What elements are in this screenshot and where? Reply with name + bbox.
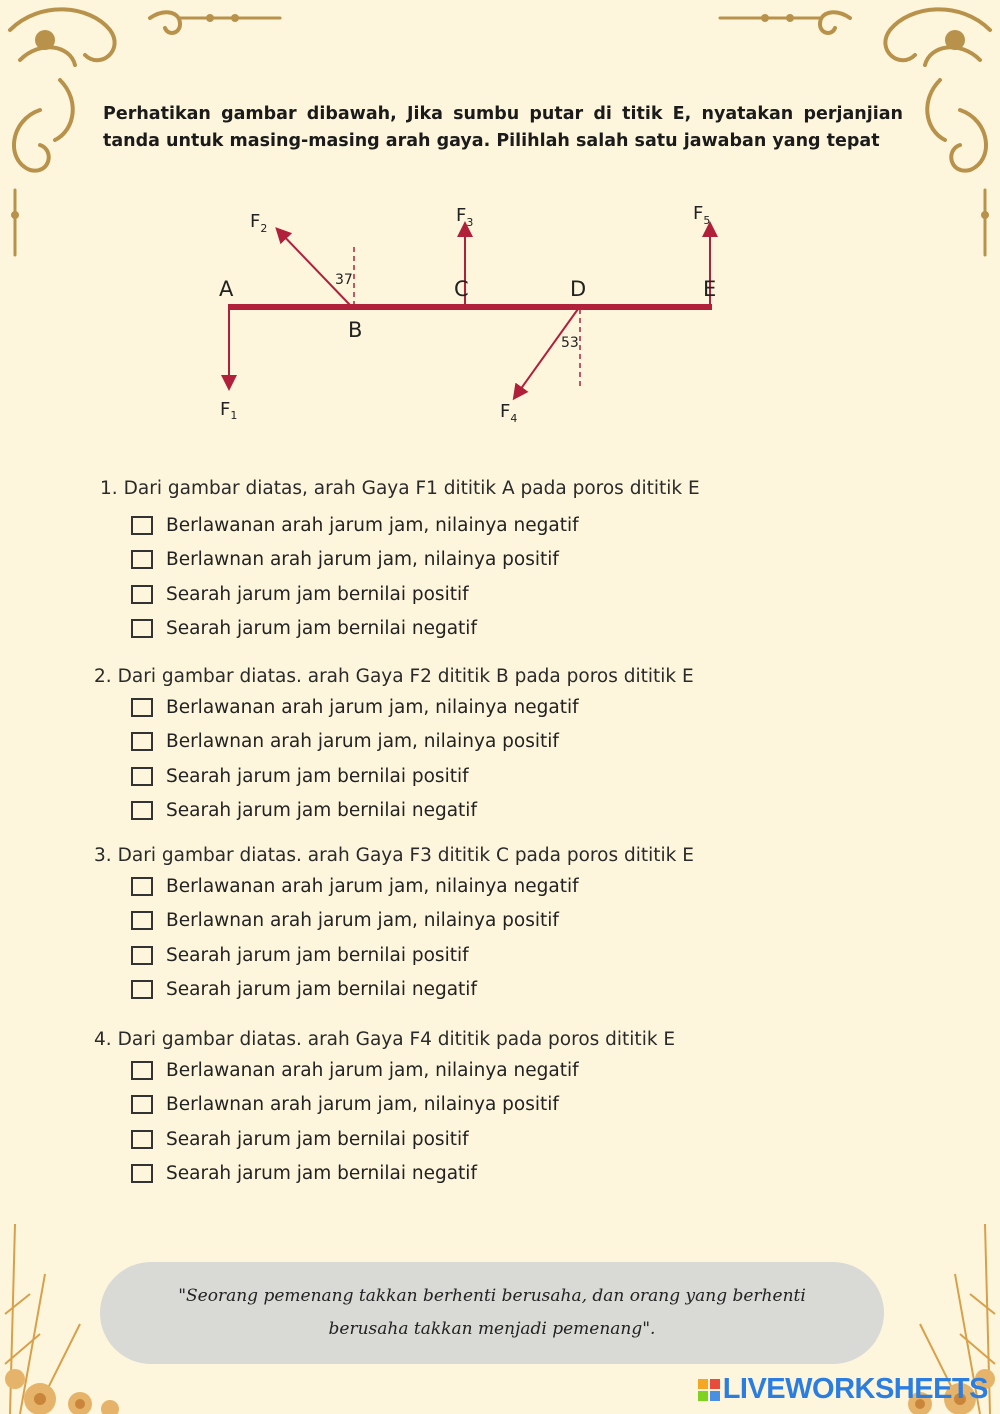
option-label: Berlawanan arah jarum jam, nilainya negatif <box>166 514 579 536</box>
question-1-heading <box>100 476 794 502</box>
checkbox[interactable] <box>131 980 153 999</box>
option-label: Searah jarum jam bernilai positif <box>166 765 469 787</box>
question-3-heading <box>94 843 794 869</box>
instructions-text: Perhatikan gambar dibawah, Jika sumbu putar di titik E, nyatakan perjanjian tanda untuk masing-masing arah gaya. Pilihlah salah satu jawaban yang tepat <box>103 104 903 151</box>
question-number: 4. <box>94 1029 112 1050</box>
angle-label-37: 37 <box>335 272 353 288</box>
answer-option[interactable] <box>131 725 794 760</box>
option-label: Searah jarum jam bernilai negatif <box>166 979 477 1001</box>
liveworksheets-brand <box>698 1373 988 1406</box>
question-4-heading <box>94 1027 794 1053</box>
checkbox[interactable] <box>131 946 153 965</box>
question-2-heading <box>94 664 794 690</box>
checkbox[interactable] <box>131 585 153 604</box>
answer-option[interactable] <box>131 973 794 1008</box>
option-label: Berlawnan arah jarum jam, nilainya positif <box>166 731 559 753</box>
answer-option[interactable] <box>131 508 794 543</box>
option-label: Searah jarum jam bernilai positif <box>166 1128 469 1150</box>
answer-option[interactable] <box>131 1053 794 1088</box>
question-text: Dari gambar diatas. arah Gaya F3 dititik C pada poros dititik E <box>117 845 694 866</box>
answer-option[interactable] <box>131 612 794 647</box>
question-text: Dari gambar diatas, arah Gaya F1 dititik A pada poros dititik E <box>123 478 700 499</box>
checkbox[interactable] <box>131 1061 153 1080</box>
force-label-f4: $F_4$ <box>500 401 518 425</box>
option-label: Searah jarum jam bernilai positif <box>166 583 469 605</box>
question-number: 3. <box>94 845 112 866</box>
checkbox[interactable] <box>131 1095 153 1114</box>
option-label: Berlawnan arah jarum jam, nilainya positif <box>166 549 559 571</box>
force-arrow-f4 <box>515 309 578 397</box>
checkbox[interactable] <box>131 1164 153 1183</box>
question-text: Dari gambar diatas. arah Gaya F2 dititik B pada poros dititik E <box>117 666 694 687</box>
point-label-b: B <box>348 318 363 342</box>
angle-label-53: 53 <box>561 335 579 351</box>
checkbox[interactable] <box>131 877 153 896</box>
option-label: Berlawanan arah jarum jam, nilainya negatif <box>166 875 579 897</box>
checkbox[interactable] <box>131 1130 153 1149</box>
answer-option[interactable] <box>131 938 794 973</box>
point-label-d: D <box>570 277 587 301</box>
checkbox[interactable] <box>131 550 153 569</box>
answer-option[interactable] <box>131 1122 794 1157</box>
checkbox[interactable] <box>131 911 153 930</box>
checkbox[interactable] <box>131 698 153 717</box>
checkbox[interactable] <box>131 767 153 786</box>
force-diagram <box>200 195 740 435</box>
force-arrow-f2 <box>278 230 350 305</box>
question-number: 2. <box>94 666 112 687</box>
option-label: Searah jarum jam bernilai negatif <box>166 800 477 822</box>
quote-box <box>100 1262 884 1364</box>
checkbox[interactable] <box>131 801 153 820</box>
question-4 <box>94 1027 794 1191</box>
point-label-e: E <box>703 277 717 301</box>
question-3 <box>94 843 794 1007</box>
force-label-f5: $F_5$ <box>693 203 711 227</box>
answer-option[interactable] <box>131 759 794 794</box>
answer-option[interactable] <box>131 690 794 725</box>
option-label: Berlawnan arah jarum jam, nilainya positif <box>166 1094 559 1116</box>
force-label-f1: $F_1$ <box>220 399 238 422</box>
checkbox[interactable] <box>131 619 153 638</box>
question-text: Dari gambar diatas. arah Gaya F4 dititik pada poros dititik E <box>117 1029 676 1050</box>
force-label-f3: $F_3$ <box>456 205 474 229</box>
force-label-f2: $F_2$ <box>250 211 268 235</box>
answer-option[interactable] <box>131 543 794 578</box>
option-label: Berlawanan arah jarum jam, nilainya negatif <box>166 1059 579 1081</box>
option-label: Searah jarum jam bernilai negatif <box>166 1163 477 1185</box>
question-number: 1. <box>100 478 118 499</box>
answer-option[interactable] <box>131 1157 794 1192</box>
answer-option[interactable] <box>131 794 794 829</box>
question-2 <box>94 664 794 828</box>
checkbox[interactable] <box>131 732 153 751</box>
option-label: Berlawnan arah jarum jam, nilainya positif <box>166 910 559 932</box>
checkbox[interactable] <box>131 516 153 535</box>
answer-option[interactable] <box>131 577 794 612</box>
answer-option[interactable] <box>131 1088 794 1123</box>
answer-option[interactable] <box>131 869 794 904</box>
liveworksheets-logo-icon <box>698 1379 720 1401</box>
question-1 <box>94 476 794 646</box>
point-label-c: C <box>454 277 469 301</box>
option-label: Berlawanan arah jarum jam, nilainya negatif <box>166 696 579 718</box>
option-label: Searah jarum jam bernilai positif <box>166 944 469 966</box>
brand-name: LIVEWORKSHEETS <box>722 1373 988 1405</box>
answer-option[interactable] <box>131 904 794 939</box>
option-label: Searah jarum jam bernilai negatif <box>166 618 477 640</box>
point-label-a: A <box>219 277 234 301</box>
quote-text: "Seorang pemenang takkan berhenti berusaha, dan orang yang berhenti berusaha takkan menjadi pemenang". <box>178 1286 806 1339</box>
